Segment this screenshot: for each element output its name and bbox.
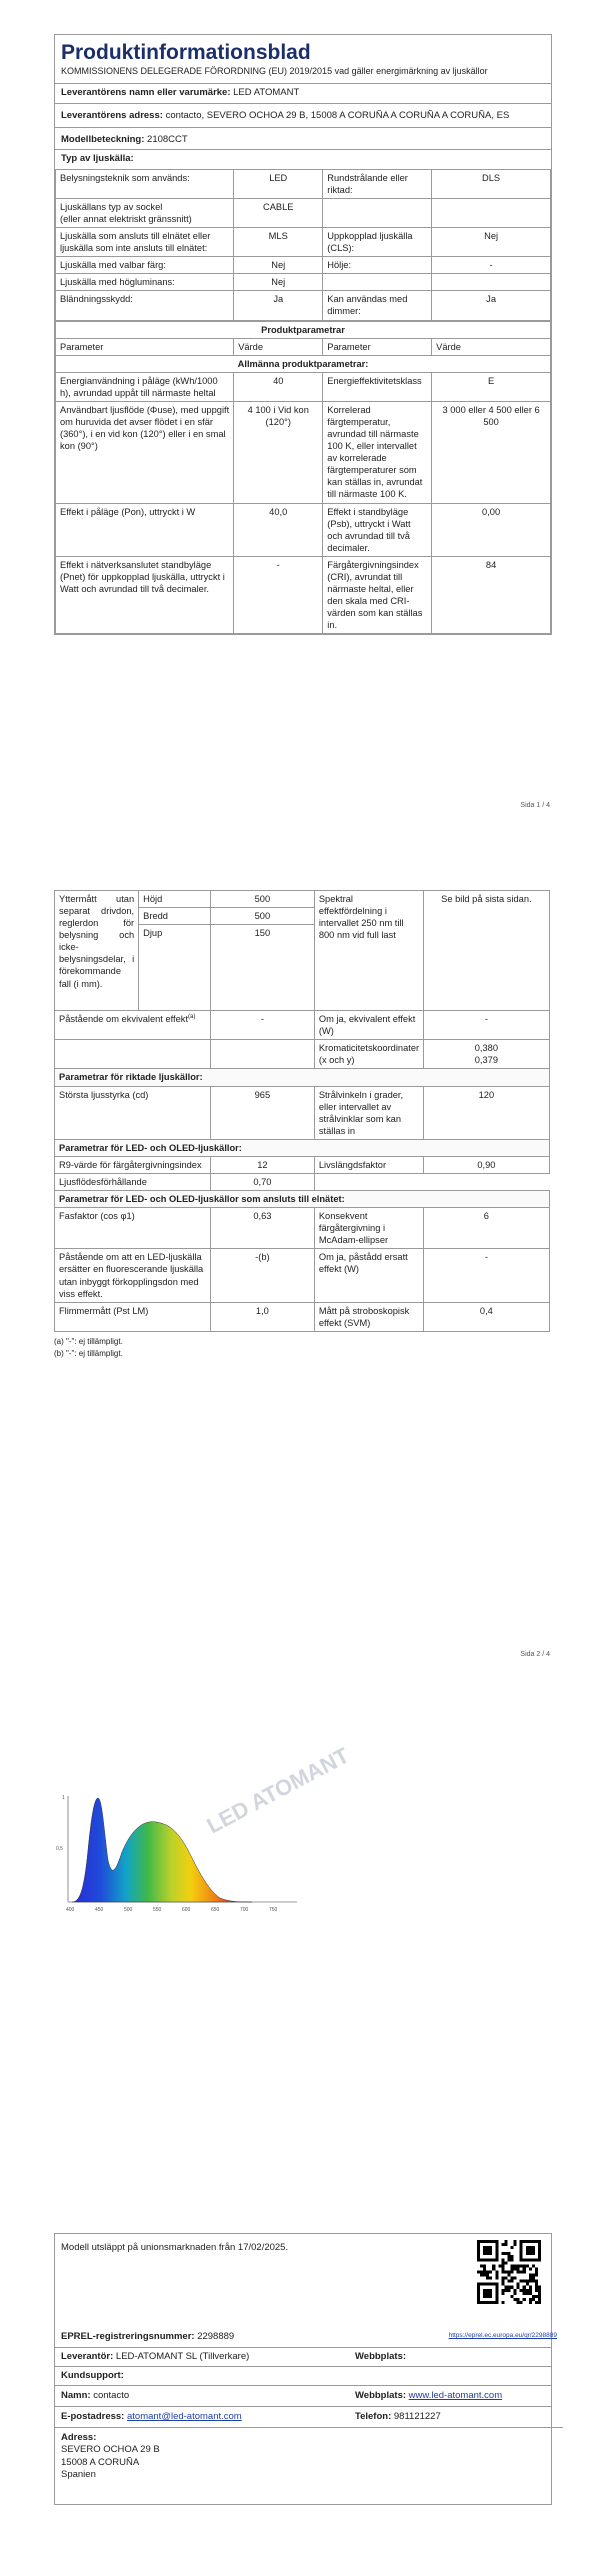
chromaticity-label: Kromaticitetskoordinater (x och y) [314,1040,423,1069]
col-value-1: Värde [234,338,323,355]
lumen-maintenance-value: 0,70 [210,1174,314,1191]
mains-l1: Fasfaktor (cos φ1) [55,1208,211,1249]
general-rows-value-2: E [432,372,551,401]
support-name-row [55,2385,551,2406]
mains-v2: 0,4 [423,1302,549,1331]
support-web-link[interactable]: www.led-atomant.com [408,2390,503,2401]
x-tick-label: 650 [211,1907,220,1913]
document-title: Produktinformationsblad [61,41,311,64]
page-2-footer: Sida 2 / 4 [520,1651,550,1658]
general-rows-row [56,556,551,633]
general-rows-label-2: Korrelerad färgtemperatur, avrundad till närmaste 100 K, eller intervallet av korrelerade färgtemperaturer som kan ställas in, avrundat till närmaste 100 K. [323,401,432,503]
address-line-3: Spanien [61,2469,96,2481]
type-rows-value-1: Nej [234,257,323,274]
general-rows-value-1: 40,0 [234,503,323,556]
height-label: Höjd [139,891,211,908]
support-row [55,2366,551,2385]
y-tick-1: 1 [62,1795,65,1801]
width-value: 500 [210,908,314,925]
document-subtitle: KOMMISSIONENS DELEGERADE FÖRORDNING (EU) 2019/2015 vad gäller energimärkning av ljuskällor [55,66,551,84]
x-tick-label: 600 [182,1907,191,1913]
type-rows-row [56,169,551,198]
col-param-1: Parameter [56,338,234,355]
mains-l2: Konsekvent färgåtergivning i McAdam-ellipser [314,1208,423,1249]
registration-box [54,2233,557,2505]
r9-label: R9-värde för färgåtergivningsindex [55,1156,211,1173]
directional-heading: Parametrar för riktade ljuskällor: [55,1069,550,1086]
dimensions-label: Yttermått utan separat drivdon, reglerdon för belysning och icke-belysningsdelar, i förekommande fall (i mm). [55,891,139,1011]
general-rows-value-2: 0,00 [432,503,551,556]
lumen-maintenance-label: Ljusflödesförhållande [55,1174,211,1191]
mains-l1: Flimmermått (Pst LM) [55,1302,211,1331]
dimensions-table [54,890,550,1011]
led-oled-heading: Parametrar för LED- och OLED-ljuskällor: [55,1139,550,1156]
support-label: Kundsupport: [61,2370,124,2381]
type-heading: Typ av ljuskälla: [61,153,134,165]
x-tick-label: 700 [240,1907,249,1913]
survival-factor-value: 0,90 [423,1156,549,1173]
mains-row [55,1208,550,1249]
width-label: Bredd [139,908,211,925]
name-label: Namn: [61,2390,91,2401]
type-rows-value-2: DLS [432,169,551,198]
general-rows-label-1: Energianvändning i påläge (kWh/1000 h), avrundad uppåt till närmaste heltal [56,372,234,401]
x-tick-label: 450 [95,1907,104,1913]
address-line-1: SEVERO OCHOA 29 B [61,2444,160,2456]
general-rows-value-1: - [234,556,323,633]
x-tick-label: 400 [66,1907,75,1913]
y-tick-05: 0,5 [56,1846,63,1852]
type-rows-row [56,198,551,227]
type-rows-label-2 [323,198,432,227]
page-1 [54,34,552,635]
name-value: contacto [93,2390,130,2401]
general-heading: Allmänna produktparametrar: [56,355,551,372]
params-table [55,321,551,635]
general-rows-value-2: 3 000 eller 4 500 eller 6 500 [432,401,551,503]
mains-l2: Mått på stroboskopisk effekt (SVM) [314,1302,423,1331]
type-rows-value-2 [432,274,551,291]
type-rows-label-2: Rundstrålande eller riktad: [323,169,432,198]
website-label: Webbplats: [355,2351,407,2362]
type-rows-label-2: Hölje: [323,257,432,274]
mains-v2: 6 [423,1208,549,1249]
type-rows-label-1: Bländningsskydd: [56,291,234,320]
spectral-value: Se bild på sista sidan. [423,891,549,1011]
general-rows-label-2: Effekt i standbyläge (Psb), uttryckt i Watt och avrundad till två decimaler. [323,503,432,556]
contact-row [55,2406,551,2427]
type-rows-label-1: Belysningsteknik som används: [56,169,234,198]
type-rows-row [56,291,551,320]
model-value: 2108CCT [147,134,188,146]
mains-row [55,1302,550,1331]
market-text: Modell utsläppt på unionsmarknaden från 17/02/2025. [61,2242,289,2253]
type-rows-value-1: MLS [234,228,323,257]
type-rows-label-1: Ljuskällans typ av sockel (eller annat elektriskt gränssnitt) [56,198,234,227]
general-rows-label-2: Energieffektivitetsklass [323,372,432,401]
address-row [55,2427,563,2486]
mains-v1: 0,63 [210,1208,314,1249]
phone-label: Telefon: [355,2411,392,2422]
support-web-label: Webbplats: [355,2390,407,2401]
general-rows-label-2: Färgåtergivningsindex (CRI), avrundat till närmaste heltal, eller den skala med CRI-värden som kan ställas in. [323,556,432,633]
general-rows-row [56,401,551,503]
general-rows-row [56,372,551,401]
footnote-b: (b) "-": ej tillämpligt. [54,1348,123,1358]
general-rows-value-1: 40 [234,372,323,401]
type-rows-value-2: - [432,257,551,274]
spectral-label: Spektral effektfördelning i intervallet 250 nm till 800 nm vid full last [314,891,423,1011]
model-row [55,128,551,150]
depth-value: 150 [210,925,314,1011]
survival-factor-label: Livslängdsfaktor [314,1156,423,1173]
type-rows-row [56,257,551,274]
type-rows-value-1: LED [234,169,323,198]
type-rows-value-1: Nej [234,274,323,291]
r9-value: 12 [210,1156,314,1173]
peak-intensity-value: 965 [210,1086,314,1139]
beam-angle-value: 120 [423,1086,549,1139]
type-rows-value-2 [432,198,551,227]
general-rows-value-2: 84 [432,556,551,633]
mains-l1: Påstående om att en LED-ljuskälla ersätter en fluorescerande ljuskälla utan inbyggt förkopplingsdon med viss effekt. [55,1249,211,1302]
type-rows-value-1: CABLE [234,198,323,227]
page-1-footer: Sida 1 / 4 [520,802,550,809]
mains-l2: Om ja, påstådd ersatt effekt (W) [314,1249,423,1302]
eprel-row [55,2328,563,2345]
qr-icon [477,2240,541,2304]
type-table [55,169,551,321]
type-rows-label-1: Ljuskälla med högluminans: [56,274,234,291]
equiv-power-label: Om ja, ekvivalent effekt (W) [314,1011,423,1040]
type-rows-value-1: Ja [234,291,323,320]
supplier-name-row [55,84,551,103]
equiv-power-claim-label: Påstående om ekvivalent effekt$^{(a)}$ [55,1011,211,1040]
general-rows-row [56,503,551,556]
email-link[interactable]: atomant@led-atomant.com [127,2411,242,2422]
x-tick-label: 750 [269,1907,278,1913]
page2-table [54,1010,550,1332]
supplier-address-value: contacto, SEVERO OCHOA 29 B, 15008 A CORUÑA A CORUÑA A CORUÑA, ES [165,109,510,121]
type-rows-label-2: Uppkopplad ljuskälla (CLS): [323,228,432,257]
equiv-power-claim-value: - [210,1011,314,1040]
col-value-2: Värde [432,338,551,355]
page-2 [54,890,550,1360]
type-rows-value-2: Nej [432,228,551,257]
params-heading: Produktparametrar [56,321,551,338]
supplier-name-value: LED ATOMANT [233,87,300,99]
type-rows-label-2: Kan användas med dimmer: [323,291,432,320]
general-rows-label-1: Användbart ljusflöde (Φuse), med uppgift om huruvida det avser flödet i en sfär (360°), i en vid kon (120°) eller i en smal kon (90°) [56,401,234,503]
chromaticity-value: 0,380 0,379 [423,1040,549,1069]
type-rows-row [56,274,551,291]
spectrum-figure [52,1742,354,1920]
type-rows-label-1: Ljuskälla med valbar färg: [56,257,234,274]
phone-value: 981121227 [393,2411,441,2422]
general-rows-label-1: Effekt i påläge (Pon), uttryckt i W [56,503,234,556]
watermark-logo: LED ATOMANT [202,1742,354,1839]
address-line-2: 15008 A CORUÑA [61,2456,140,2468]
supplier-label: Leverantör: [61,2351,114,2362]
mains-v1: 1,0 [210,1302,314,1331]
supplier-address-label: Leverantörens adress: [61,109,163,121]
col-param-2: Parameter [323,338,432,355]
empty-cell [210,1040,314,1069]
type-rows-label-1: Ljuskälla som ansluts till elnätet eller ljuskälla som inte ansluts till elnätet: [56,228,234,257]
peak-intensity-label: Största ljusstyrka (cd) [55,1086,211,1139]
eprel-link[interactable]: https://eprel.ec.europa.eu/qr/2298889 [448,2332,557,2339]
address-label: Adress: [61,2432,97,2443]
beam-angle-label: Strålvinkeln i grader, eller intervallet av strålvinklar som kan ställas in [314,1086,423,1139]
footnote-a: (a) "-": ej tillämpligt. [54,1336,123,1346]
type-rows-label-2 [323,274,432,291]
empty-cell [314,1174,549,1191]
general-rows-label-1: Effekt i nätverksanslutet standbyläge (Pnet) för uppkopplad ljuskälla, uttryckt i Watt och avrundad till två decimaler. [56,556,234,633]
email-label: E-postadress: [61,2411,125,2422]
empty-cell [55,1040,211,1069]
mains-heading: Parametrar för LED- och OLED-ljuskällor som ansluts till elnätet: [55,1191,550,1208]
model-label: Modellbeteckning: [61,134,145,146]
supplier-value: LED-ATOMANT SL (Tillverkare) [115,2351,250,2362]
height-value: 500 [210,891,314,908]
spectrum-chart [52,1742,354,1920]
eprel-label: EPREL-registreringsnummer: [61,2331,195,2342]
mains-v1: -(b) [210,1249,314,1302]
supplier-address-row [55,104,551,128]
supplier-row [55,2347,551,2366]
depth-label: Djup [139,925,211,1011]
x-tick-label: 500 [124,1907,133,1913]
general-rows-value-1: 4 100 i Vid kon (120°) [234,401,323,503]
equiv-power-value: - [423,1011,549,1040]
type-rows-value-2: Ja [432,291,551,320]
mains-row [55,1249,550,1302]
mains-v2: - [423,1249,549,1302]
qr-code[interactable] [477,2240,541,2304]
x-tick-label: 550 [153,1907,162,1913]
footnotes [54,1336,550,1360]
supplier-name-label: Leverantörens namn eller varumärke: [61,87,231,99]
type-rows-row [56,228,551,257]
eprel-value: 2298889 [197,2331,235,2342]
